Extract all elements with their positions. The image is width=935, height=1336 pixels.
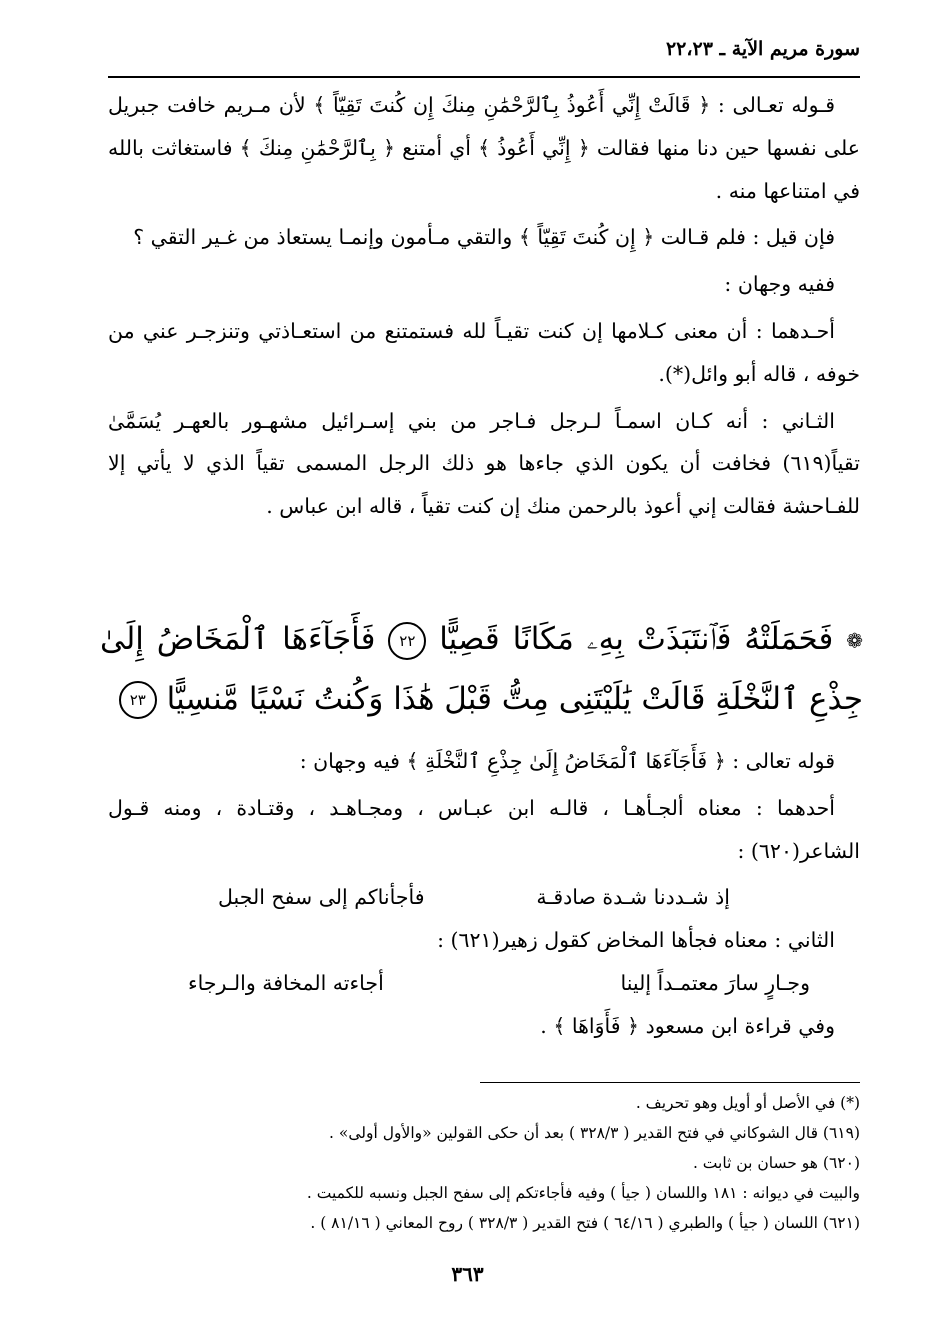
poem-hemistich-second: أجاءته المخافة والـرجاء (188, 970, 384, 995)
paragraph: وفي قراءة ابن مسعود ﴿ فَأَوَاهَا ﴾ . (540, 1013, 835, 1038)
paragraph: أحدهما : معناه ألجـأهـا ، قالـه ابن عبـاس ، ومجـاهـد ، وقتـادة ، ومنه قـول الشاعر(٦٢٠) : (108, 795, 860, 863)
footnote: (٦٢٠) هو حسان بن ثابت . (692, 1154, 860, 1172)
footnote-rule (480, 1082, 860, 1083)
paragraph: ففيه وجهان : (724, 272, 835, 297)
poem-verse (188, 962, 810, 1005)
paragraph: قـوله تعـالى : ﴿ قَالَتْ إِنِّي أَعُوذُ بِٱلرَّحْمَٰنِ مِنكَ إِن كُنتَ تَقِيّاً ﴾ لأن مـريم خافت جبريل على نفسها حين دنا منها فقالت ﴿ إِنِّي أَعُوذُ ﴾ أي أمتنع ﴿ بِٱلرَّحْمَٰنِ مِنكَ ﴾ فاستغاثت بالله في امتناعها منه . (108, 93, 860, 203)
footnote: (*) في الأصل أو أويل وهو تحريف . (635, 1094, 860, 1112)
commentary-text (108, 84, 860, 528)
paragraph: فإن قيل : فلم قـالت ﴿ إِن كُنتَ تَقِيّاً ﴾ والتقي مـأمون وإنمـا يستعاذ من غـير التقي ؟ (133, 225, 835, 250)
footnote: (٦٢١) اللسان ( جيأ ) والطبري ( ٦٤/١٦ ) فتح القدير ( ٣٢٨/٣ ) روح المعاني ( ٨١/١٦ ) . (310, 1214, 860, 1232)
page-number: ٣٦٣ (451, 1262, 484, 1286)
running-header: سورة مريم الآية ـ ٢٢،٢٣ (665, 38, 860, 60)
poem-verse (218, 876, 730, 919)
verse-text-22: فَحَمَلَتْهُ فَٱنتَبَذَتْ بِهِۦ مَكَانًا قَصِيًّا (439, 621, 834, 657)
footnote: (٦١٩) قال الشوكاني في فتح القدير ( ٣٢٨/٣ ) بعد أن حكى القولين «والأول أولى» . (329, 1124, 860, 1142)
paragraph: قوله تعالى : ﴿ فَأَجَآءَهَا ٱلْمَخَاضُ إِلَىٰ جِذْعِ ٱلنَّخْلَةِ ﴾ فيه وجهان : (299, 749, 835, 773)
ayah-number-marker: ٢٢ (388, 622, 426, 660)
ayah-number-marker: ٢٣ (119, 681, 157, 719)
footnote: والبيت في ديوانه : ١٨١ واللسان ( جيأ ) وفيه فأجاءتكم إلى سفح الجبل ونسبه للكميت . (306, 1184, 860, 1202)
footnotes (108, 1088, 860, 1238)
header-rule (108, 76, 860, 78)
paragraph: الثاني : معناه فجأها المخاض كقول زهير(٦٢١) : (437, 928, 835, 953)
poem-hemistich-second: فأجأناكم إلى سفح الجبل (218, 885, 425, 910)
poem-hemistich-first: وجـارٍ سارَ معتمـداً إلينا (620, 970, 810, 995)
poem-hemistich-first: إذ شـددنا شـدة صادقـة (536, 885, 730, 910)
verse-text-23: فَأَجَآءَهَا ٱلْمَخَاضُ إِلَىٰ جِذْعِ ٱلنَّخْلَةِ قَالَتْ يَٰلَيْتَنِى مِتُّ قَبْلَ هَٰذَا وَكُنتُ نَسْيًا مَّنسِيًّا (100, 621, 863, 717)
paragraph: الثـاني : أنه كـان اسمـاً لـرجل فـاجر من بني إسـرائيل مشهـور بالعهـر يُسَمَّىٰ تقياً(٦١٩) فخافت أن يكون الذي جاءها هو ذلك الرجل المسمى تقياً الذي لا يأتي إلا للفـاحشة فقالت إني أعوذ بالرحمن منك إن كنت تقياً ، قاله ابن عباس . (108, 408, 860, 519)
quran-verse (100, 610, 863, 728)
paragraph: أحـدهما : أن معنى كـلامها إن كنت تقيـاً لله فستمتنع من استعـاذتي وتنزجـر عني من خوفه ، قاله أبو وائل(*). (108, 318, 860, 386)
flower-ornament-icon: ❁ (846, 628, 863, 653)
commentary-text-2 (108, 740, 860, 1048)
